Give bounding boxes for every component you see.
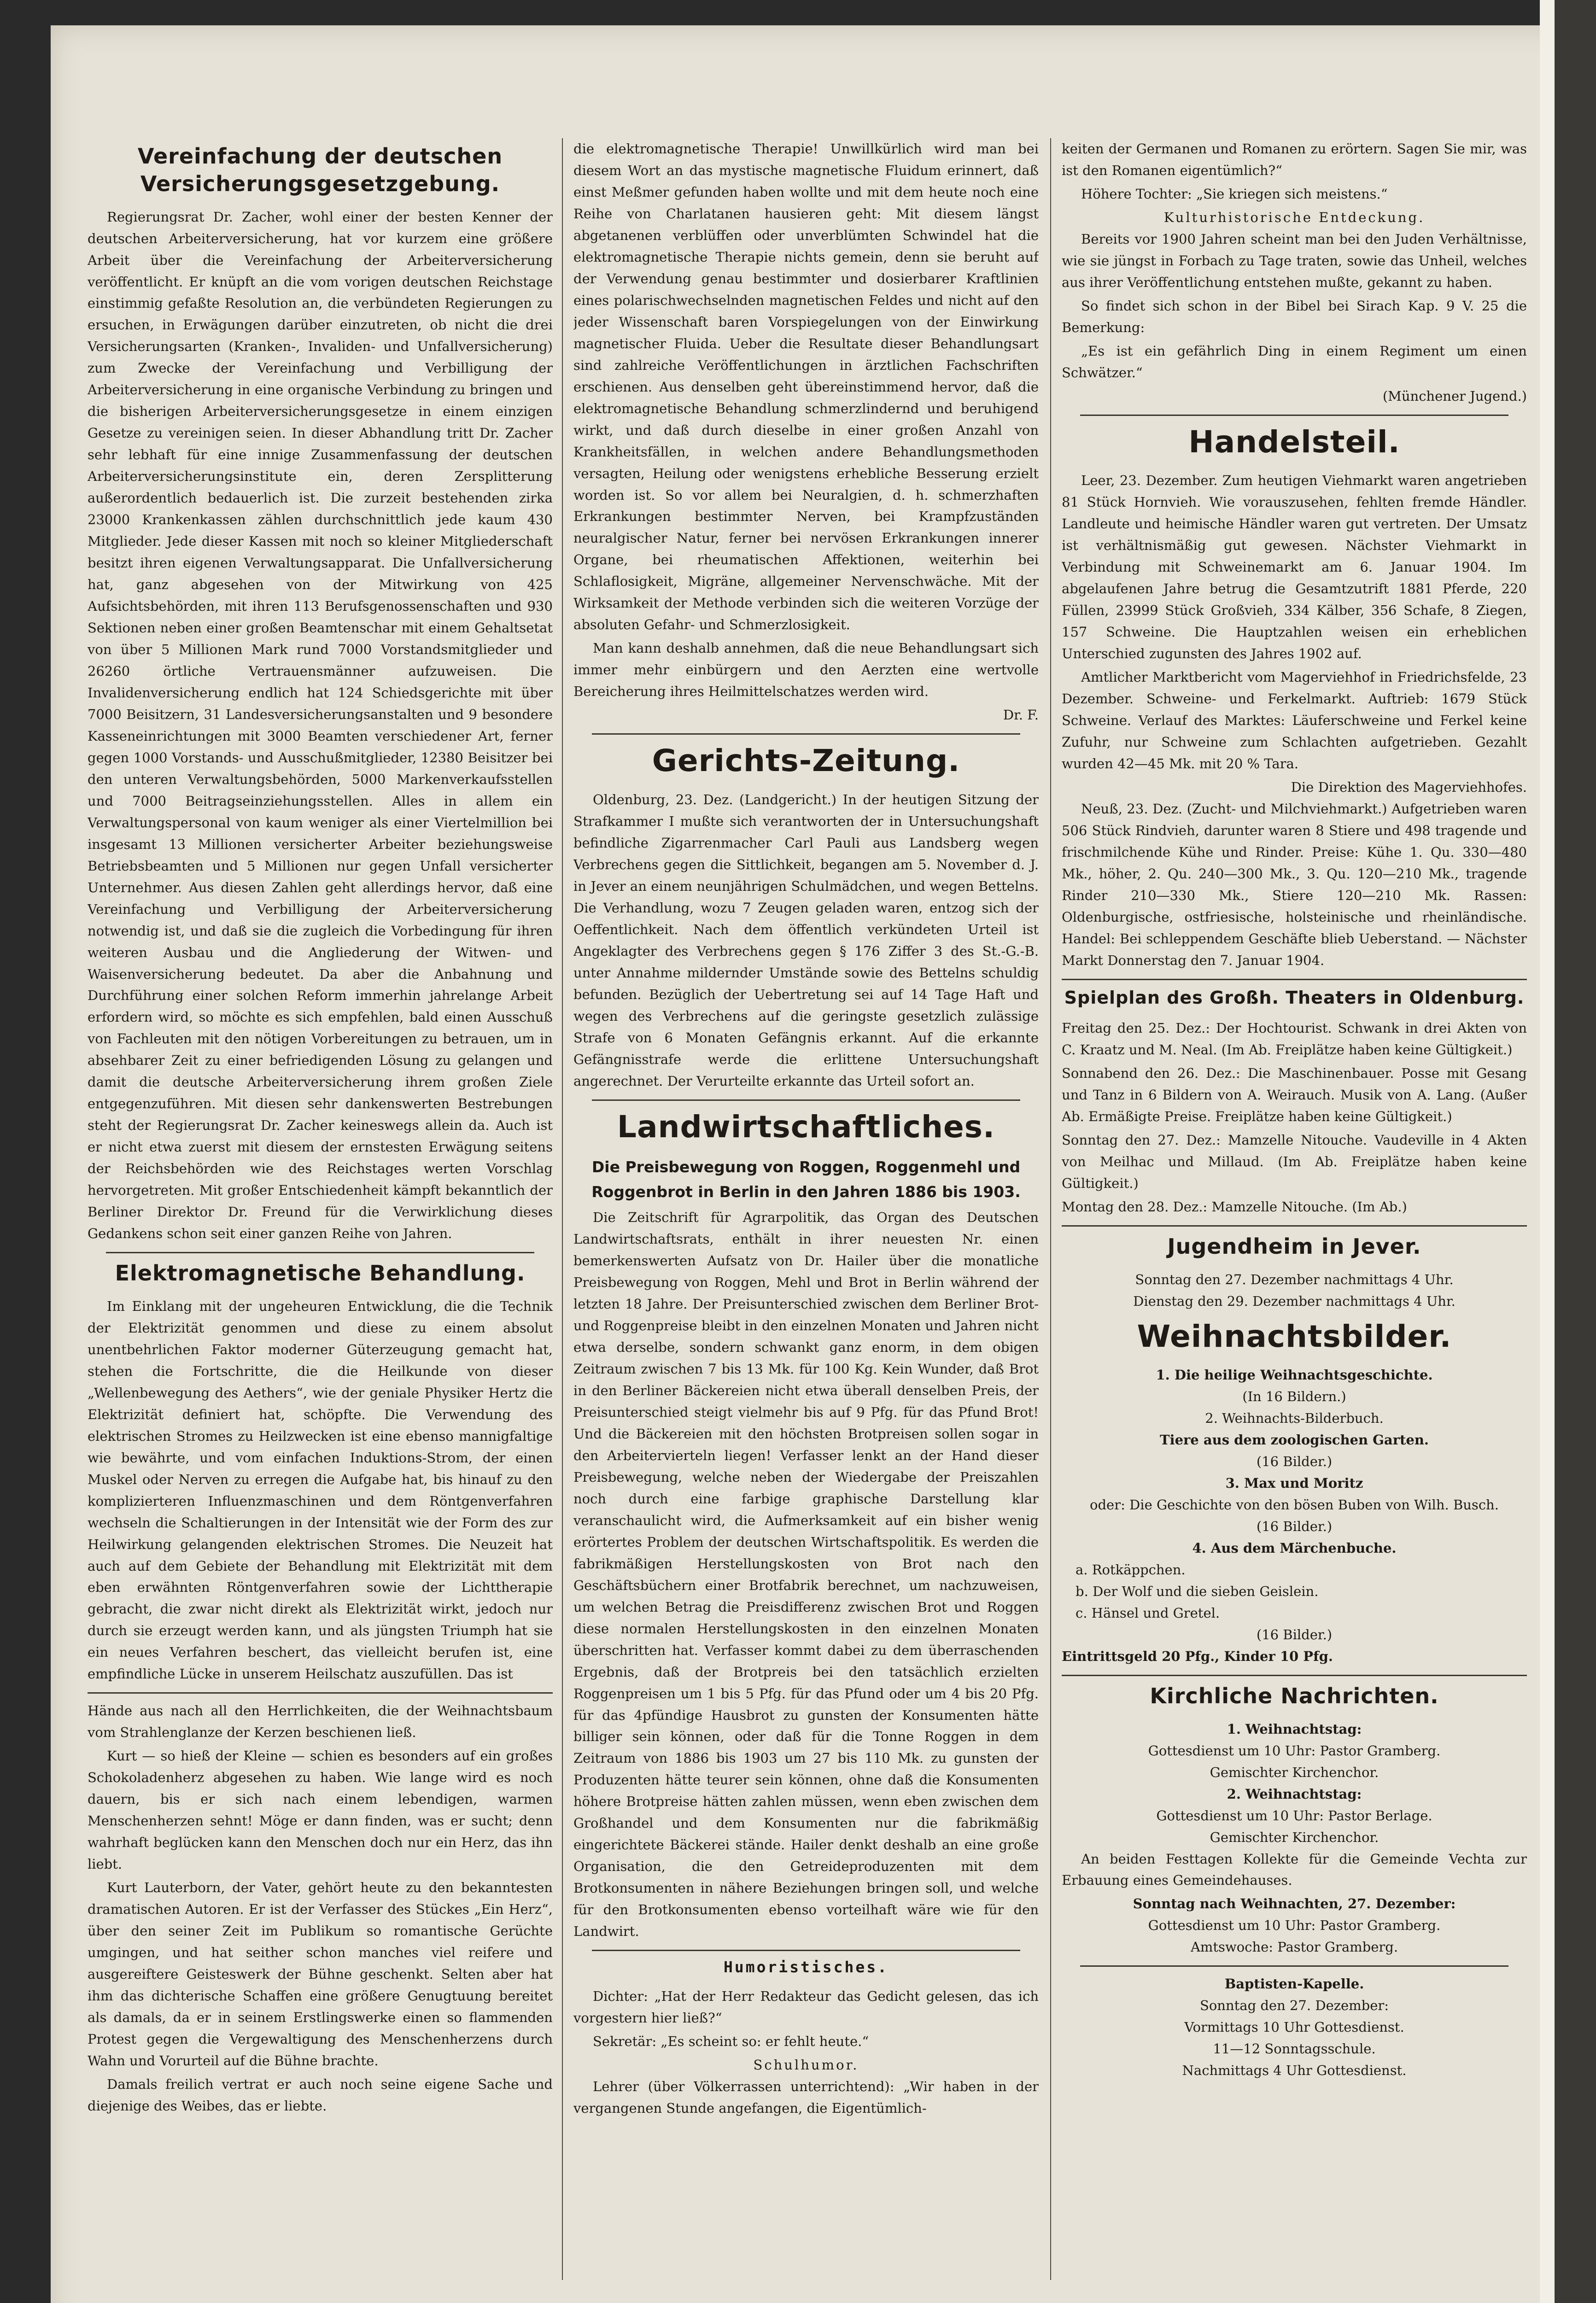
signature: Dr. F. <box>1003 707 1039 723</box>
divider <box>592 1950 1020 1951</box>
joke-line: Höhere Tochter: „Sie kriegen sich meistens.“ <box>1081 186 1388 202</box>
divider <box>1062 1225 1527 1227</box>
church-day: Sonntag nach Weihnachten, 27. Dezember: <box>1133 1896 1456 1912</box>
chapel-heading: Baptisten-Kapelle. <box>1224 1976 1364 1992</box>
program-subitem: b. Der Wolf und die sieben Geislein. <box>1076 1584 1319 1600</box>
ad-line: Sonntag den 27. Dezember nachmittags 4 Uhr. <box>1135 1271 1454 1287</box>
article-paragraph: Im Einklang mit der ungeheuren Entwicklung, die die Technik der Elektrizität genommen und diese zu einem absolut unentbehrlichen Faktor moderner Güterzeugung gemacht hat, stehen die Fortschritte, die die Heilkunde von dieser „Wellenbewegung des Aethers“, wie der geniale Physiker Hertz die Elektrizität definiert hat, schöpfte. Die Verwendung des elektrischen Stromes zu Heilzwecken ist eine ebenso mannigfaltige wie bewährte, und vom einfachen Induktions-Strom, der einen Muskel oder Nerven zu erregen die Aufgabe hat, bis hinauf zu den komplizierteren Influenzmaschinen und dem Röntgenverfahren wechseln die Schaltierungen in der Intensität wie der Form des zur Heilwirkung gelangenden elektrischen Stromes. Die Neuzeit hat auch auf dem Gebiete der Behandlung mit Elektrizität mit dem eben erwähnten Röntgenverfahren sowie der Lichttherapie gebracht, die zwar nicht direkt als Elektrizität wirkt, jedoch nur durch sie erzeugt werden kann, und als jüngsten Triumph hat sie ein neues Verfahren beschert, das vielleicht berufen ist, eine empfindliche Lücke in unserem Heilschatz auszufüllen. Das ist <box>88 1298 553 1682</box>
article-paragraph: die elektromagnetische Therapie! Unwillkürlich wird man bei diesem Wort an das mystische magnetische Fluidum erinnert, daß einst Meßmer gefunden haben wollte und mit dem heute noch eine Reihe von Charlatanen hausieren geht: Mit diesem längst abgetanenen verblüffen oder unverblümten Schwindel hat die elektromagnetische Therapie nichts gemein, denn sie beruht auf der Verwendung genau bestimmter und dosierbarer Kraftlinien eines polarischwechselnden magnetischen Feldes und nicht auf den jeder Wissenschaft baren Vorspiegelungen von der Einwirkung magnetischer Fluida. Ueber die Resultate dieser Behandlungsart sind zahlreiche Veröffentlichungen in ärztlichen Fachschriften erschienen. Aus denselben geht übereinstimmend hervor, daß die elektromagnetische Behandlung schmerzlindernd und beruhigend wirkt, und daß durch dieselbe in einer großen Anzahl von Krankheitsfällen, in welchen andere Behandlungsmethoden versagten, Heilung oder wenigstens erhebliche Besserung erzielt worden ist. So vor allem bei Neuralgien, d. h. schmerzhaften Erkrankungen bestimmter Nerven, bei Krampfzuständen neuralgischer Natur, ferner bei nervösen Erkrankungen innerer Organe, bei rheumatischen Affektionen, weiterhin bei Schlaflosigkeit, Migräne, allgemeiner Nervenschwäche. Mit der Wirksamkeit der Methode verbinden sich die weiteren Vorzüge der absoluten Gefahr- und Schmerzlosigkeit. <box>573 141 1039 633</box>
divider <box>1062 979 1527 980</box>
column-1 <box>88 138 553 2248</box>
newspaper-page <box>51 25 1587 2303</box>
church-service: Gottesdienst um 10 Uhr: Pastor Gramberg. <box>1148 1917 1441 1934</box>
subheading: Schulhumor. <box>753 2057 859 2073</box>
article-subheading: Die Preisbewegung von Roggen, Roggenmehl und Roggenbrot in Berlin in den Jahren 1886 bis 1903. <box>591 1158 1021 1201</box>
program-item: 2. Weihnachts-Bilderbuch. <box>1205 1410 1384 1426</box>
chapel-line: Vormittags 10 Uhr Gottesdienst. <box>1184 2019 1404 2035</box>
article-heading: Elektromagnetische Behandlung. <box>115 1261 526 1286</box>
program-note: oder: Die Geschichte von den bösen Buben von Wilh. Busch. <box>1090 1497 1499 1513</box>
story-paragraph: Kurt Lauterborn, der Vater, gehört heute zu den bekanntesten dramatischen Autoren. Er ist der Verfasser des Stückes „Ein Herz“, über den seiner Zeit im Publikum so romantische Gerüchte umgingen, und hat seither schon manches viel reifere und ausgereiftere Geisteswerk der Bühne geschenkt. Selten aber hat ihm das dichterische Schaffen eine größere Genugtuung bereitet als damals, da er in seinem Erstlingswerke einen so flammenden Protest gegen die Vergewaltigung des Menschenherzens durch Wahn und Vorurteil auf die Bühne brachte. <box>88 1880 553 2069</box>
joke-line: Sekretär: „Es scheint so: er fehlt heute.“ <box>593 2033 869 2049</box>
church-service: Gottesdienst um 10 Uhr: Pastor Gramberg. <box>1148 1742 1441 1759</box>
section-heading: Landwirtschaftliches. <box>617 1109 995 1145</box>
column-rule-2 <box>1050 138 1051 2280</box>
section-heading: Humoristisches. <box>723 1958 889 1976</box>
column-2 <box>573 138 1039 2280</box>
program-note: (In 16 Bildern.) <box>1242 1389 1346 1405</box>
page-edge <box>1540 0 1555 2303</box>
program-note: (16 Bilder.) <box>1256 1626 1333 1642</box>
article-paragraph: Die Zeitschrift für Agrarpolitik, das Organ des Deutschen Landwirtschaftsrats, enthält in ihrer neuesten Nr. einen bemerkenswerten Aufsatz von Dr. Hailer über die monatliche Preisbewegung von Roggen, Mehl und Brot in Berlin während der letzten 18 Jahre. Der Preisunterschied zwischen dem Berliner Brot- und Roggenpreise bleibt in den einzelnen Monaten und Jahren nicht etwa derselbe, sondern schwankt ganz enorm, in dem obigen Zeitraum zwischen 7 bis 13 Mk. für 100 Kg. Kein Wunder, daß Brot in den Berliner Bäckereien nicht etwa überall denselben Preis, der Preisunterschied steigt vielmehr bis auf 9 Pfg. für das Pfund Brot! Und die Bäckereien mit den höchsten Brotpreisen sollen sogar in den Arbeitervierteln liegen! Verfasser lenkt an der Hand dieser Preisbewegung, welche neben der Wiedergabe der Preiszahlen noch durch eine farbige graphische Darstellung klar veranschaulicht wird, die Aufmerksamkeit auf ein bisher wenig erörtertes Problem der deutschen Wirtschaftspolitik. Es werden die fabrikmäßigen Herstellungskosten von Brot nach den Geschäftsbüchern einer Brotfabrik berechnet, um nachzuweisen, um welchen Betrag die Preisdifferenz zwischen Brot und Roggen diese normalen Herstellungskosten in den einzelnen Monaten überschritten hat. Verfasser kommt dabei zu dem überraschenden Ergebnis, daß der Brotpreis bei den tatsächlich erzielten Roggenpreisen um 1 bis 5 Pfg. für das Pfund oder um 4 bis 20 Pfg. für das 4pfündige Hausbrot zu gunsten der Konsumenten hätte billiger sein können, oder daß für die Tonne Roggen in dem Zeitraum von 1886 bis 1903 um 27 bis 110 Mk. zu gunsten der Produzenten hätte teurer sein können, ohne daß die Konsumenten höhere Brotpreise hätten zahlen müssen, wenn eben zwischen dem Großhandel und dem Konsumenten nur die fabrikmäßig eingerichtete Bäckerei stände. Hailer denkt deshalb an eine große Organisation, die den Getreideproduzenten mit dem Brotkonsumenten in nähere Beziehungen bringen soll, und welche für den Brotkonsumenten ebenso vorteilhaft wäre wie für den Landwirt. <box>573 1210 1039 1940</box>
divider <box>592 733 1020 735</box>
church-day: 2. Weihnachtstag: <box>1227 1786 1362 1802</box>
article-paragraph: Man kann deshalb annehmen, daß die neue Behandlungsart sich immer mehr einbürgern und den Aerzten eine wertvolle Bereicherung ihres Heilmittelschatzes werden wird. <box>573 640 1039 700</box>
theater-listing: Sonnabend den 26. Dez.: Die Maschinenbauer. Posse mit Gesang und Tanz in 6 Bildern von A. Weirauch. Musik von A. Lang. (Außer Ab. Ermäßigte Preise. Freiplätze haben keine Gültigkeit.) <box>1062 1065 1527 1124</box>
church-note: An beiden Festtagen Kollekte für die Gemeinde Vechta zur Erbauung eines Gemeindehauses. <box>1062 1851 1527 1888</box>
program-item: Tiere aus dem zoologischen Garten. <box>1159 1432 1429 1448</box>
article-heading: Vereinfachung der deutschen Versicherungsgesetzgebung. <box>137 144 503 196</box>
article-paragraph: Regierungsrat Dr. Zacher, wohl einer der besten Kenner der deutschen Arbeiterversicherung, hat vor kurzem eine größere Arbeit über die Vereinfachung der Arbeiterversicherung veröffentlicht. Er knüpft an die vom vorigen deutschen Reichstage einstimmig gefaßte Resolution an, die verbündeten Regierungen zu ersuchen, in Erwägungen darüber einzutreten, ob nicht die drei Versicherungsarten (Kranken-, Invaliden- und Unfallversicherung) zum Zwecke der Vereinfachung und Verbilligung der Arbeiterversicherung in eine organische Verbindung zu bringen und die bisherigen Arbeiterversicherungsgesetze in einem einzigen Gesetze zu vereinigen seien. In dieser Abhandlung tritt Dr. Zacher sehr lebhaft für eine innige Zusammenfassung der deutschen Arbeiterversicherungsinstitute ein, deren Zersplitterung außerordentlich bedauerlich ist. Die zurzeit bestehenden zirka 23000 Krankenkassen zählen durchschnittlich jede kaum 430 Mitglieder. Jede dieser Kassen mit noch so kleiner Mitgliederschaft besitzt ihren eigenen Verwaltungsapparat. Die Unfallversicherung hat, ganz abgesehen von der Mitwirkung von 425 Aufsichtsbehörden, mit ihren 113 Berufsgenossenschaften und 930 Sektionen neben einer großen Beamtenschar mit einem Gehaltsetat von über 5 Millionen Mark rund 7000 Vorstandsmitglieder und 26260 örtliche Vertrauensmänner aufzuweisen. Die Invalidenversicherung endlich hat 124 Schiedsgerichte mit über 7000 Beisitzern, 31 Landesversicherungsanstalten und 9 besondere Kasseneinrichtungen mit 3000 Beamten verschiedener Art, ferner gegen 1000 Vorstands- und Ausschußmitglieder, 12380 Beisitzer bei den unteren Verwaltungsbehörden, 5000 Markenverkaufsstellen und 7000 Beitragseinziehungsstellen. Alles in allem ein Verwaltungspersonal von kaum weniger als einer Viertelmillion bei insgesamt 13 Millionen versicherter Arbeiter beziehungsweise Betriebsbeamten und 5 Millionen nur gegen Unfall versicherter Unternehmer. Aus diesen Zahlen geht allerdings hervor, daß eine Vereinfachung und Verbilligung der Arbeiterversicherung notwendig ist, und daß sie die zugleich die Vorbedingung für ihren weiteren Ausbau und die Angliederung der Witwen- und Waisenversicherung bedeutet. Da aber die Anbahnung und Durchführung einer solchen Reform immerhin jahrelange Arbeit erfordern wird, so möchte es sich empfehlen, bald einen Ausschuß von Fachleuten mit den nötigen Vorbereitungen zu betrauen, um in absehbarer Zeit zu einer befriedigenden Lösung zu gelangen und damit die deutsche Arbeiterversicherung ihrem großen Ziele entgegenzuführen. Mit diesen sehr dankenswerten Bestrebungen steht der Regierungsrat Dr. Zacher keineswegs allein da. Auch ist er nicht etwa zuerst mit diesem der ernstesten Erwägung seitens der Reichsbehörden wie des Reichstages werten Vorschlag hervorgetreten. Mit großer Entschiedenheit kämpft bekanntlich der Berliner Direktor Dr. Freund für die Verwirklichung dieses Gedankens schon seit einer ganzen Reihe von Jahren. <box>88 209 553 1242</box>
program-subitem: c. Hänsel und Gretel. <box>1076 1605 1220 1621</box>
source-credit: (Münchener Jugend.) <box>1382 388 1527 404</box>
story-paragraph: Damals freilich vertrat er auch noch seine eigene Sache und diejenige des Weibes, das er liebte. <box>88 2076 553 2114</box>
court-report: Oldenburg, 23. Dez. (Landgericht.) In der heutigen Sitzung der Strafkammer I mußte sich verantworten der in Untersuchungshaft befindliche Zigarrenmacher Carl Pauli aus Landsberg wegen Verbrechens gegen die Sittlichkeit, begangen am 5. November d. J. in Jever an einem neunjährigen Schulmädchen, und wegen Bettelns. Die Verhandlung, wozu 7 Zeugen geladen waren, entzog sich der Oeffentlichkeit. Nach dem öffentlich verkündeten Urteil ist Angeklagter des Verbrechens gegen § 176 Ziffer 3 des St.-G.-B. unter Annahme mildernder Umstände sowie des Bettelns schuldig befunden. Bezüglich der Uebertretung sei auf 14 Tage Haft und wegen des Verbrechens auf die geringste gesetzlich zulässige Strafe von 6 Monaten Gefängnis erkannt. Auf die erkannte Gefängnisstrafe werde die erlittene Untersuchungshaft angerechnet. Der Verurteilte erkannte das Urteil sofort an. <box>573 791 1039 1089</box>
market-report: Neuß, 23. Dez. (Zucht- und Milchviehmarkt.) Aufgetrieben waren 506 Stück Rindvieh, darunter waren 8 Stiere und 498 tragende und frischmilchende Kühe und Rinder. Preise: Kühe 1. Qu. 330—480 Mk., höher, 2. Qu. 240—300 Mk., 3. Qu. 120—210 Mk., tragende Rinder 210—330 Mk., Stiere 120—210 Mk. Rassen: Oldenburgische, ostfriesische, holsteinische und rheinländische. Handel: Bei schleppendem Geschäfte blieb Ueberstand. — Nächster Markt Donnerstag den 7. Januar 1904. <box>1062 801 1527 968</box>
section-heading: Spielplan des Großh. Theaters in Oldenburg. <box>1064 987 1525 1008</box>
church-service: Gottesdienst um 10 Uhr: Pastor Berlage. <box>1156 1807 1432 1824</box>
joke-line: Lehrer (über Völkerrassen unterrichtend): „Wir haben in der vergangenen Stunde angefangen, die Eigentümlich- <box>573 2078 1039 2116</box>
signature: Die Direktion des Magerviehhofes. <box>1291 779 1527 795</box>
section-heading: Gerichts-Zeitung. <box>652 743 960 779</box>
program-item: 1. Die heilige Weihnachtsgeschichte. <box>1156 1367 1433 1383</box>
program-subitem: a. Rotkäppchen. <box>1076 1562 1186 1578</box>
scan-border <box>1555 0 1596 2303</box>
divider <box>592 1099 1020 1101</box>
story-paragraph: Kurt — so hieß der Kleine — schien es besonders auf ein großes Schokoladenherz abgesehen zu haben. Wie lange wird es noch dauern, bis er sich nach einem lebendigen, warmen Menschenherzen sehnt! Möge er dann finden, was er sucht; denn wahrhaft beglücken kann den Menschen doch nur ein Herz, das ihn liebt. <box>88 1748 553 1872</box>
article-paragraph: So findet sich schon in der Bibel bei Sirach Kap. 9 V. 25 die Bemerkung: <box>1062 298 1527 335</box>
market-report: Amtlicher Marktbericht vom Magerviehhof in Friedrichsfelde, 23 Dezember. Schweine- und Ferkelmarkt. Auftrieb: 1679 Stück Schweine. Verlauf des Marktes: Läuferschweine und Ferkel keine Zufuhr, nur Schweine zum Schlachten aufgetrieben. Gezahlt wurden 42—45 Mk. mit 20 % Tara. <box>1062 669 1527 772</box>
subheading: Kulturhistorische Entdeckung. <box>1163 209 1425 225</box>
divider <box>1062 1675 1527 1676</box>
joke-line: keiten der Germanen und Romanen zu erörtern. Sagen Sie mir, was ist den Romanen eigentümlich?“ <box>1062 141 1527 178</box>
theater-listing: Montag den 28. Dez.: Mamzelle Nitouche. (Im Ab.) <box>1062 1198 1407 1215</box>
divider <box>1080 415 1508 416</box>
column-rule-1 <box>562 138 563 2280</box>
theater-listing: Sonntag den 27. Dez.: Mamzelle Nitouche. Vaudeville in 4 Akten von Meilhac und Millaud. (Im Ab. Freiplätze haben keine Gültigkeit.) <box>1062 1132 1527 1191</box>
church-service: Gemischter Kirchenchor. <box>1210 1829 1379 1845</box>
column-3 <box>1062 138 1527 2151</box>
divider <box>106 1252 534 1253</box>
ad-line: Dienstag den 29. Dezember nachmittags 4 Uhr. <box>1133 1293 1456 1309</box>
ad-heading: Weihnachtsbilder. <box>1137 1318 1452 1354</box>
program-note: (16 Bilder.) <box>1256 1454 1333 1470</box>
joke-line: Dichter: „Hat der Herr Redakteur das Gedicht gelesen, das ich vorgestern hier ließ?“ <box>573 1988 1039 2026</box>
article-paragraph: Bereits vor 1900 Jahren scheint man bei den Juden Verhältnisse, wie sie jüngst in Forbach zu Tage traten, sowie das Unheil, welches aus ihrer Veröffentlichung entstehen mußte, gekannt zu haben. <box>1062 231 1527 290</box>
section-heading: Handelsteil. <box>1188 424 1400 460</box>
church-service: Amtswoche: Pastor Gramberg. <box>1190 1939 1398 1955</box>
program-item: 3. Max und Moritz <box>1225 1475 1363 1491</box>
divider <box>88 1692 553 1694</box>
chapel-line: Nachmittags 4 Uhr Gottesdienst. <box>1182 2063 1407 2079</box>
story-paragraph: Hände aus nach all den Herrlichkeiten, die der Weihnachtsbaum vom Strahlenglanze der Kerzen beschienen ließ. <box>88 1703 553 1741</box>
admission-price: Eintrittsgeld 20 Pfg., Kinder 10 Pfg. <box>1062 1648 1333 1664</box>
church-day: 1. Weihnachtstag: <box>1227 1721 1362 1737</box>
program-note: (16 Bilder.) <box>1256 1519 1333 1535</box>
theater-listing: Freitag den 25. Dez.: Der Hochtourist. Schwank in drei Akten von C. Kraatz und M. Neal. (Im Ab. Freiplätze haben keine Gültigkeit.) <box>1062 1020 1527 1058</box>
ad-heading: Jugendheim in Jever. <box>1167 1233 1421 1259</box>
church-service: Gemischter Kirchenchor. <box>1210 1764 1379 1780</box>
chapel-line: Sonntag den 27. Dezember: <box>1199 1998 1389 2014</box>
divider <box>1080 1965 1508 1967</box>
ad-heading: Kirchliche Nachrichten. <box>1150 1683 1439 1708</box>
quote: „Es ist ein gefährlich Ding in einem Regiment um einen Schwätzer.“ <box>1062 343 1527 380</box>
chapel-line: 11—12 Sonntagsschule. <box>1213 2041 1376 2057</box>
market-report: Leer, 23. Dezember. Zum heutigen Viehmarkt waren angetrieben 81 Stück Hornvieh. Wie vorauszusehen, fehlten fremde Händler. Landleute und heimische Händler waren gut vertreten. Der Umsatz ist verhältnismäßig gut gewesen. Nächster Viehmarkt in Verbindung mit Schweinemarkt am 6. Januar 1904. Im abgelaufenen Jahre betrug die Gesamtzutrift 1881 Pferde, 220 Füllen, 23999 Stück Großvieh, 334 Kälber, 356 Schafe, 8 Ziegen, 157 Schweine. Die Hauptzahlen weisen ein erheblichen Unterschied zugunsten des Jahres 1902 auf. <box>1062 473 1527 662</box>
program-item: 4. Aus dem Märchenbuche. <box>1192 1540 1397 1556</box>
